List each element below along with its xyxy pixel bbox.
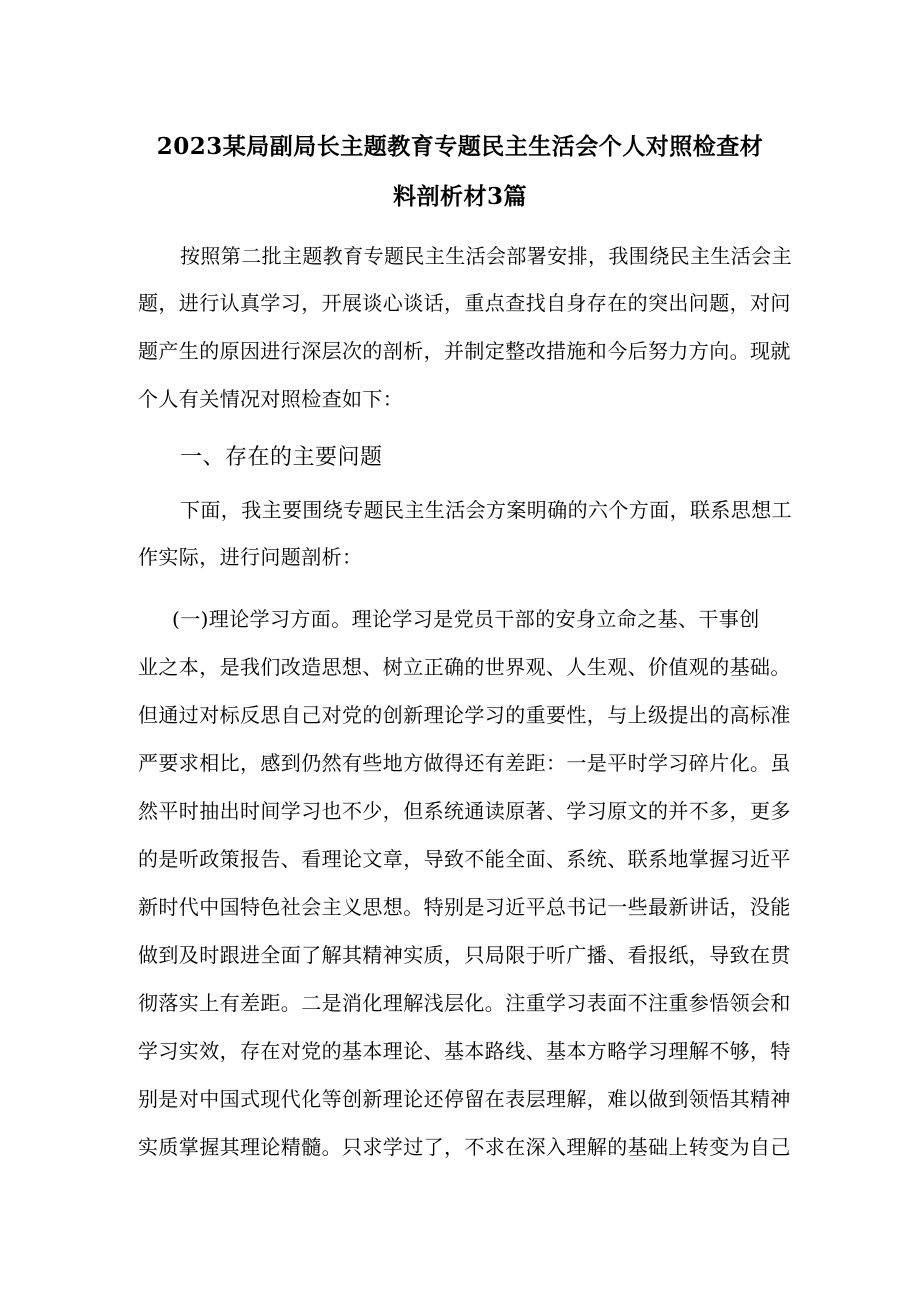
theory-line-5: 然平时抽出时间学习也不少，但系统通读原著、学习原文的并不多，更多 bbox=[138, 799, 791, 823]
theory-line-6: 的是听政策报告、看理论文章，导致不能全面、系统、联系地掌握习近平 bbox=[138, 847, 791, 871]
theory-line-2: 业之本，是我们改造思想、树立正确的世界观、人生观、价值观的基础。 bbox=[138, 655, 791, 679]
section-1-heading: 一、存在的主要问题 bbox=[180, 445, 383, 470]
theory-line-11: 别是对中国式现代化等创新理论还停留在表层理解，难以做到领悟其精神 bbox=[138, 1087, 791, 1111]
theory-line-4: 严要求相比，感到仍然有些地方做得还有差距：一是平时学习碎片化。虽 bbox=[138, 751, 791, 775]
document-title-line-2: 料剖析材3篇 bbox=[392, 183, 527, 210]
theory-line-8: 做到及时跟进全面了解其精神实质，只局限于听广播、看报纸，导致在贯 bbox=[138, 943, 791, 967]
intro-line-4: 个人有关情况对照检查如下： bbox=[138, 387, 404, 411]
intro-line-1: 按照第二批主题教育专题民主生活会部署安排，我围绕民主生活会主 bbox=[180, 244, 792, 268]
section-1-intro-line-1: 下面，我主要围绕专题民主生活会方案明确的六个方面，联系思想工 bbox=[180, 498, 792, 522]
theory-line-12: 实质掌握其理论精髓。只求学过了，不求在深入理解的基础上转变为自己 bbox=[138, 1135, 791, 1159]
intro-line-3: 题产生的原因进行深层次的剖析，并制定整改措施和今后努力方向。现就 bbox=[138, 339, 791, 363]
section-1-intro-line-2: 作实际，进行问题剖析： bbox=[138, 545, 363, 569]
intro-line-2: 题，进行认真学习，开展谈心谈话，重点查找自身存在的突出问题，对问 bbox=[138, 291, 791, 315]
theory-line-3: 但通过对标反思自己对党的创新理论学习的重要性，与上级提出的高标准 bbox=[138, 703, 791, 727]
theory-line-7: 新时代中国特色社会主义思想。特别是习近平总书记一些最新讲话，没能 bbox=[138, 895, 791, 919]
document-title-line-1: 2023某局副局长主题教育专题民主生活会个人对照检查材 bbox=[156, 133, 764, 160]
theory-line-1: (一)理论学习方面。理论学习是党员干部的安身立命之基、干事创 bbox=[172, 607, 760, 631]
theory-line-9: 彻落实上有差距。二是消化理解浅层化。注重学习表面不注重参悟领会和 bbox=[138, 991, 791, 1015]
theory-line-10: 学习实效，存在对党的基本理论、基本路线、基本方略学习理解不够，特 bbox=[138, 1039, 791, 1063]
